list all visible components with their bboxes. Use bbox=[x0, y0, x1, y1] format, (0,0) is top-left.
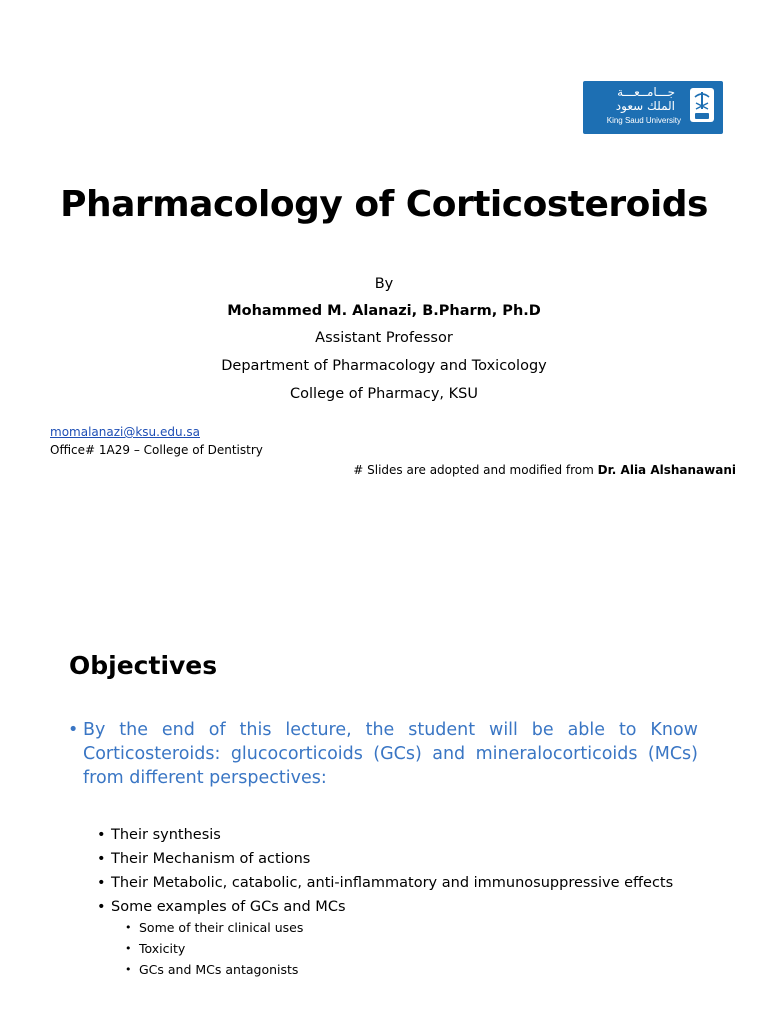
objectives-intro bbox=[68, 718, 698, 790]
list-item: • Some examples of GCs and MCs bbox=[97, 895, 673, 919]
author-name: Mohammed M. Alanazi, B.Pharm, Ph.D bbox=[227, 303, 541, 319]
list-item: • Their Metabolic, catabolic, anti-inflammatory and immunosuppressive effects bbox=[97, 871, 673, 895]
logo-arabic-line1: جـــامــعـــة bbox=[617, 85, 675, 99]
objectives-title: Objectives bbox=[69, 651, 218, 680]
credit-note-text: # Slides are adopted and modified from bbox=[353, 463, 594, 477]
email-link[interactable]: momalanazi@ksu.edu.sa bbox=[50, 425, 200, 439]
author-position: Assistant Professor bbox=[315, 330, 453, 346]
credit-note-name: Dr. Alia Alshanawani bbox=[597, 463, 736, 477]
office-location: Office# 1A29 – College of Dentistry bbox=[50, 443, 263, 457]
intro-bullet: • bbox=[68, 720, 79, 740]
sublist-item: • GCs and MCs antagonists bbox=[125, 959, 303, 980]
list-item: • Their synthesis bbox=[97, 823, 673, 847]
slides-credit-note bbox=[353, 463, 736, 477]
sublist-item: • Some of their clinical uses bbox=[125, 917, 303, 938]
objectives-sublist bbox=[125, 917, 303, 980]
university-crest-icon bbox=[689, 87, 715, 127]
king-saud-university-logo bbox=[583, 81, 723, 134]
department-name: Department of Pharmacology and Toxicology bbox=[221, 358, 547, 374]
intro-text: By the end of this lecture, the student will be able to Know Corticosteroids: glucocorticoids (GCs) and mineralocorticoids (MCs) from different perspectives: bbox=[83, 720, 698, 788]
objectives-slide bbox=[0, 608, 768, 1024]
logo-english-name: King Saud University bbox=[606, 116, 681, 125]
college-name: College of Pharmacy, KSU bbox=[290, 386, 478, 402]
list-item: • Their Mechanism of actions bbox=[97, 847, 673, 871]
sublist-item: • Toxicity bbox=[125, 938, 303, 959]
objectives-list bbox=[97, 823, 673, 919]
logo-arabic-line2: الملك سعود bbox=[615, 99, 675, 113]
presentation-title: Pharmacology of Corticosteroids bbox=[60, 184, 708, 225]
by-label: By bbox=[374, 276, 394, 292]
